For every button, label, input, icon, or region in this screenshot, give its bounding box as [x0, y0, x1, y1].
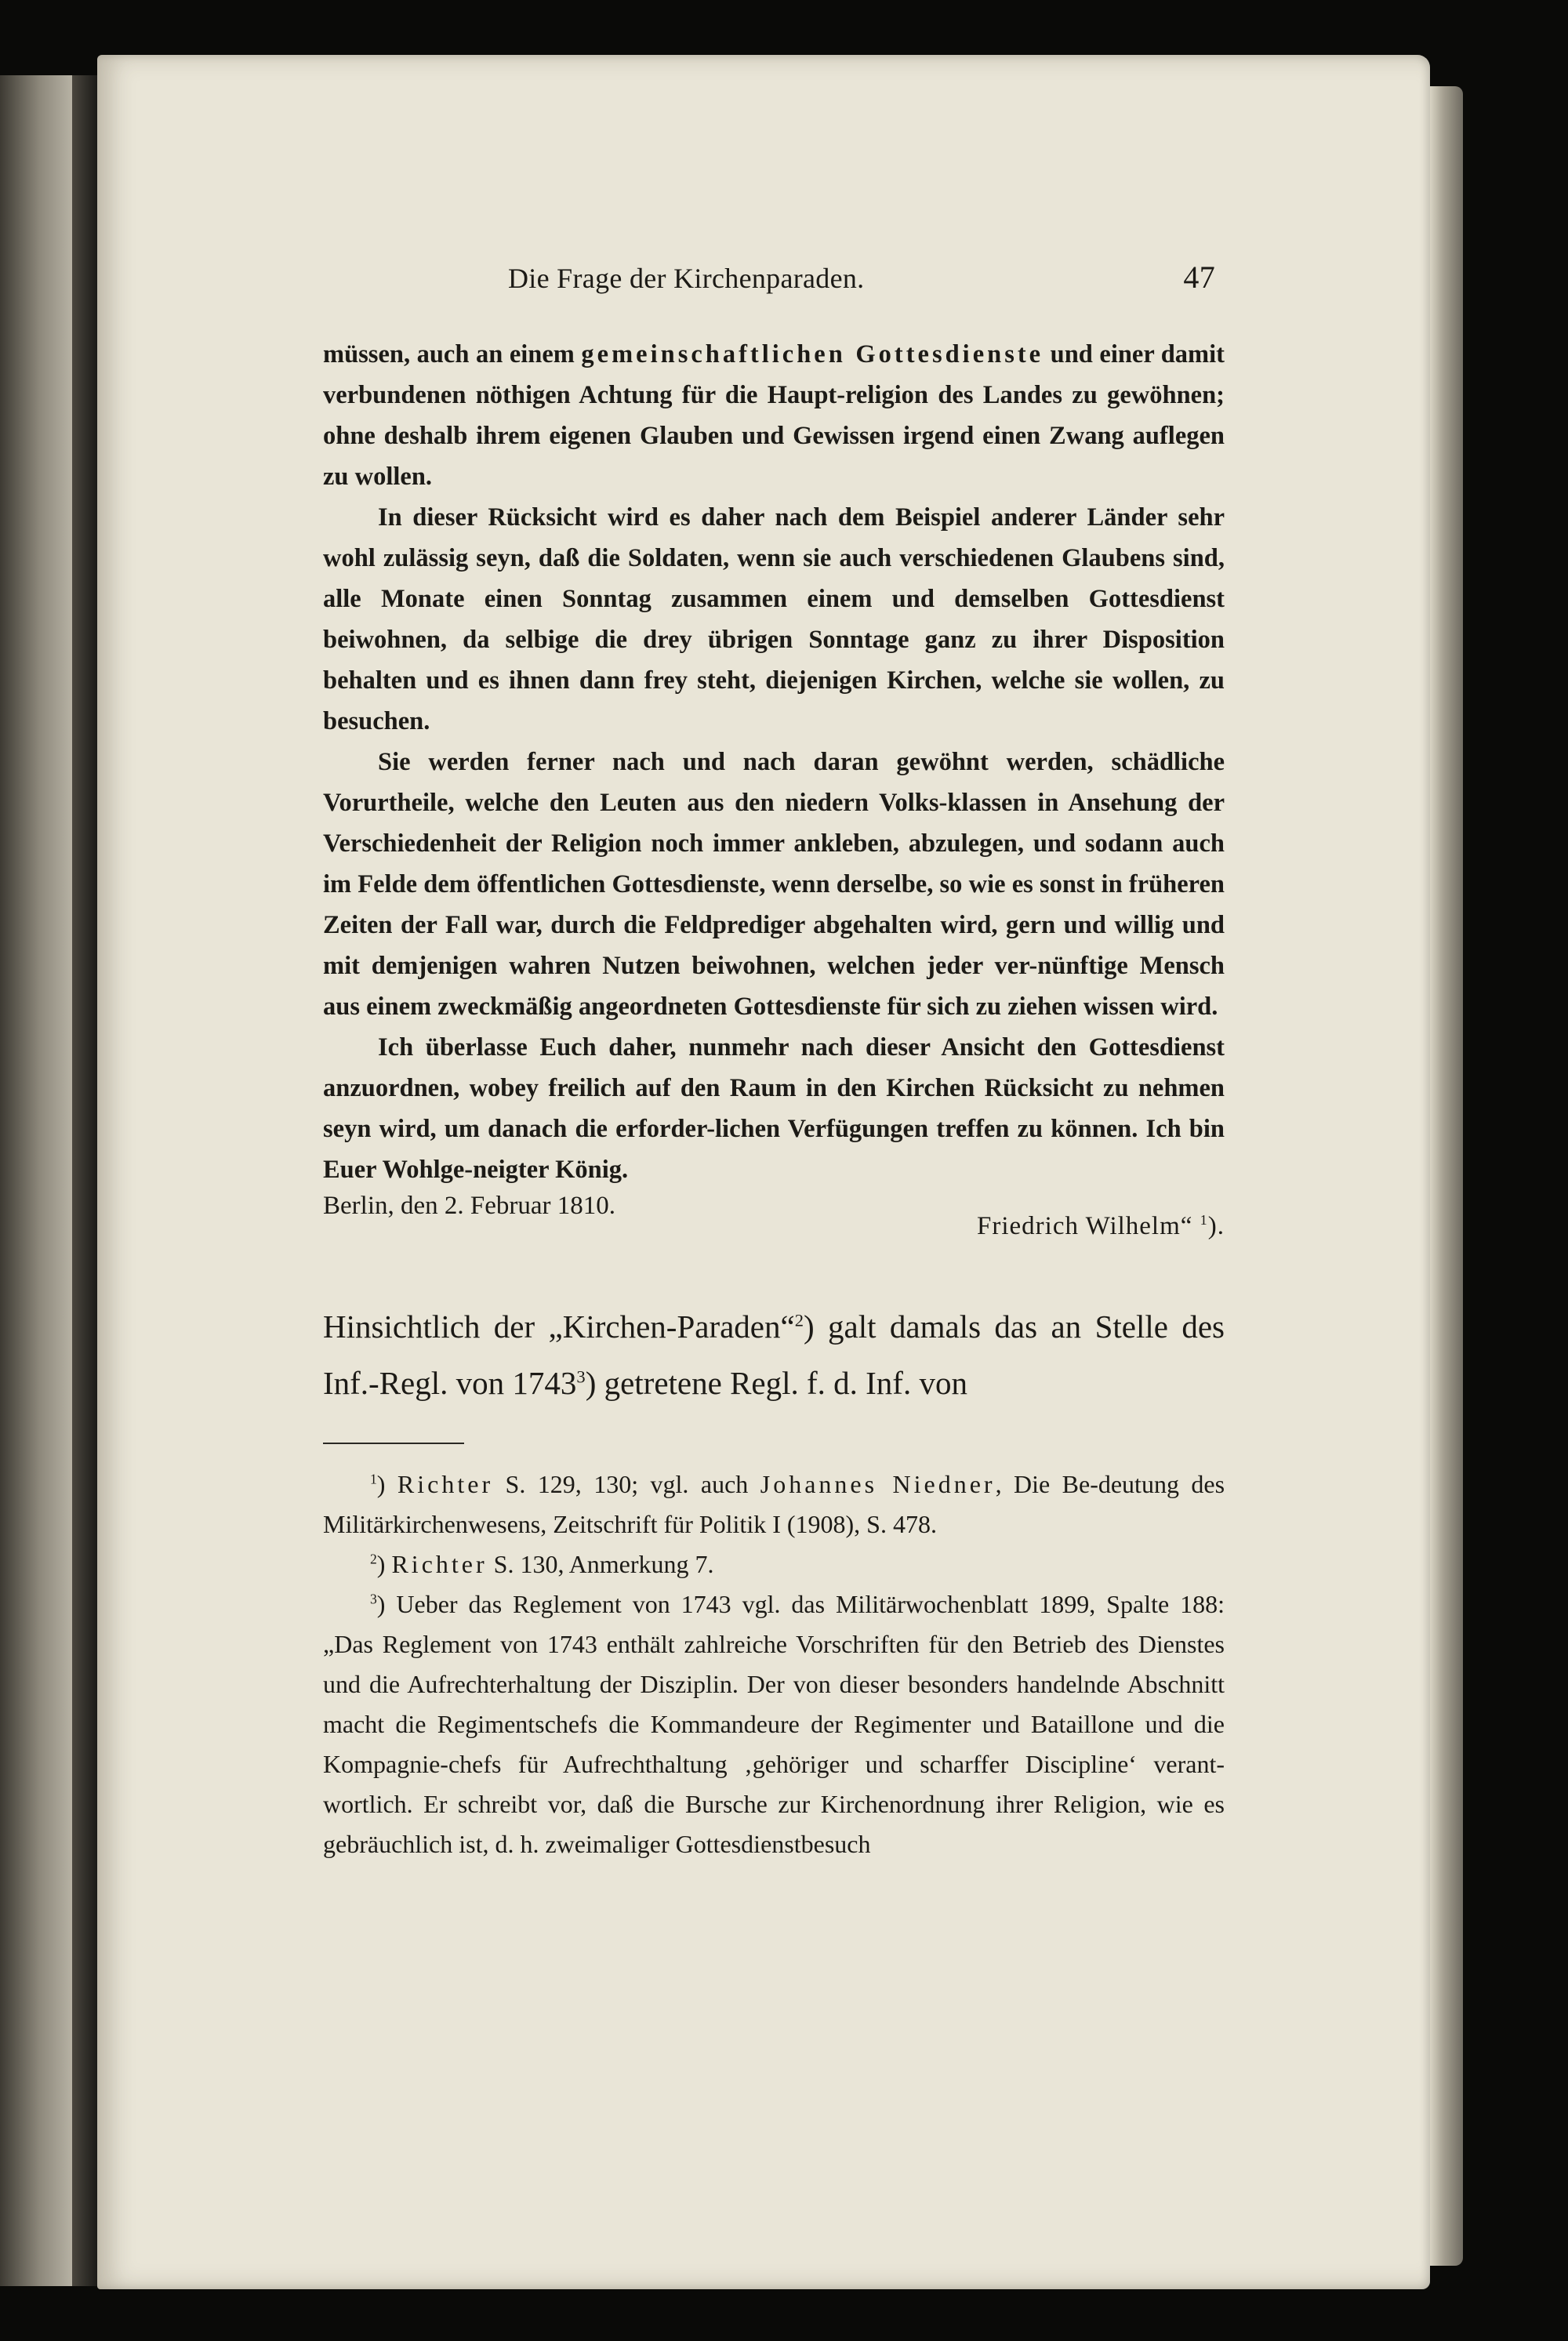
footnote-2: $^2$) Richter S. 130, Anmerkung 7.: [370, 1550, 714, 1578]
main-paragraph: Hinsichtlich der „Kirchen-Paraden“$^2$) galt damals das an Stelle des Inf.-Regl. von 1743$^3$) getretene Regl. f. d. Inf. von: [323, 1308, 1225, 1401]
page-stack-edge: [1430, 86, 1463, 2266]
footnotes: [323, 1464, 1225, 1864]
running-head: [323, 259, 1225, 306]
page-content: [323, 259, 1225, 1864]
footnote-ref-1: 1: [1200, 1212, 1208, 1228]
footnote-ref-3: 3: [576, 1366, 586, 1387]
page-number: 47: [1183, 260, 1215, 295]
quoted-letter: [323, 334, 1225, 1190]
letter-paragraph-3: Sie werden ferner nach und nach daran gewöhnt werden, schädliche Vorurtheile, welche den Leuten aus den niedern Volks-klassen in Ansehung der Verschiedenheit der Religion noch immer ankleben, abzulegen, und sodann auch im Felde dem öffentlichen Gottesdienste, wenn derselbe, so wie es sonst in früheren Zeiten der Fall war, durch die Feldprediger abgehalten wird, gern und willig und mit demjenigen wahren Nutzen beiwohnen, welchen jeder ver-nünftige Mensch aus einem zweckmäßig angeordneten Gottesdienste für sich zu ziehen wissen wird.: [323, 748, 1225, 1021]
book-gutter: [72, 75, 97, 2286]
letter-date: Berlin, den 2. Februar 1810.: [323, 1192, 616, 1220]
emphasized-phrase: gemeinschaftlichen Gottesdienste: [581, 340, 1044, 368]
letter-paragraph-2: In dieser Rücksicht wird es daher nach dem Beispiel anderer Länder sehr wohl zulässig seyn, daß die Soldaten, wenn sie auch verschiedenen Glaubens sind, alle Monate einen Sonntag zusammen einem und demselben Gottesdienst beiwohnen, da selbige die drey übrigen Sonntage ganz zu ihrer Disposition behalten und es ihnen dann frey steht, diejenigen Kirchen, welche sie wollen, zu besuchen.: [323, 503, 1225, 735]
footnote-ref-2: 2: [794, 1310, 804, 1330]
letter-signature: Friedrich Wilhelm“ $^1$).: [977, 1212, 1225, 1240]
left-page-edge: [0, 75, 72, 2286]
running-title: Die Frage der Kirchenparaden.: [508, 263, 865, 294]
footnote-3: $^3$) Ueber das Reglement von 1743 vgl. das Militärwochenblatt 1899, Spalte 188: „Das Reglement von 1743 enthält zahlreiche Vorschriften für den Betrieb des Dienstes und die Aufrechterhaltung der Disziplin. Der von dieser besonders handelnde Abschnitt macht die Regimentschefs die Kommandeure der Regimenter und Bataillone und die Kompagnie-chefs für Aufrechthaltung ‚gehöriger und scharffer Discipline‘ verant-wortlich. Er schreibt vor, daß die Bursche zur Kirchenordnung ihrer Religion, wie es gebräuchlich ist, d. h. zweimaliger Gottesdienstbesuch: [323, 1590, 1225, 1858]
letter-closing: [323, 1192, 1225, 1254]
footnote-divider: [323, 1443, 464, 1444]
letter-paragraph-4: Ich überlasse Euch daher, nunmehr nach dieser Ansicht den Gottesdienst anzuordnen, wobey freilich auf den Raum in den Kirchen Rücksicht zu nehmen seyn wird, um danach die erforder-lichen Verfügungen treffen zu können. Ich bin Euer Wohlge-neigter König.: [323, 1033, 1225, 1184]
letter-paragraph-1: müssen, auch an einem gemeinschaftlichen Gottesdienste und einer damit verbundenen nöthigen Achtung für die Haupt-religion des Landes zu gewöhnen; ohne deshalb ihrem eigenen Glauben und Gewissen irgend einen Zwang auflegen zu wollen.: [323, 340, 1225, 491]
footnote-1: $^1$) Richter S. 129, 130; vgl. auch Johannes Niedner, Die Be-deutung des Militärkirchenwesens, Zeitschrift für Politik I (1908), S. 478.: [323, 1470, 1225, 1538]
